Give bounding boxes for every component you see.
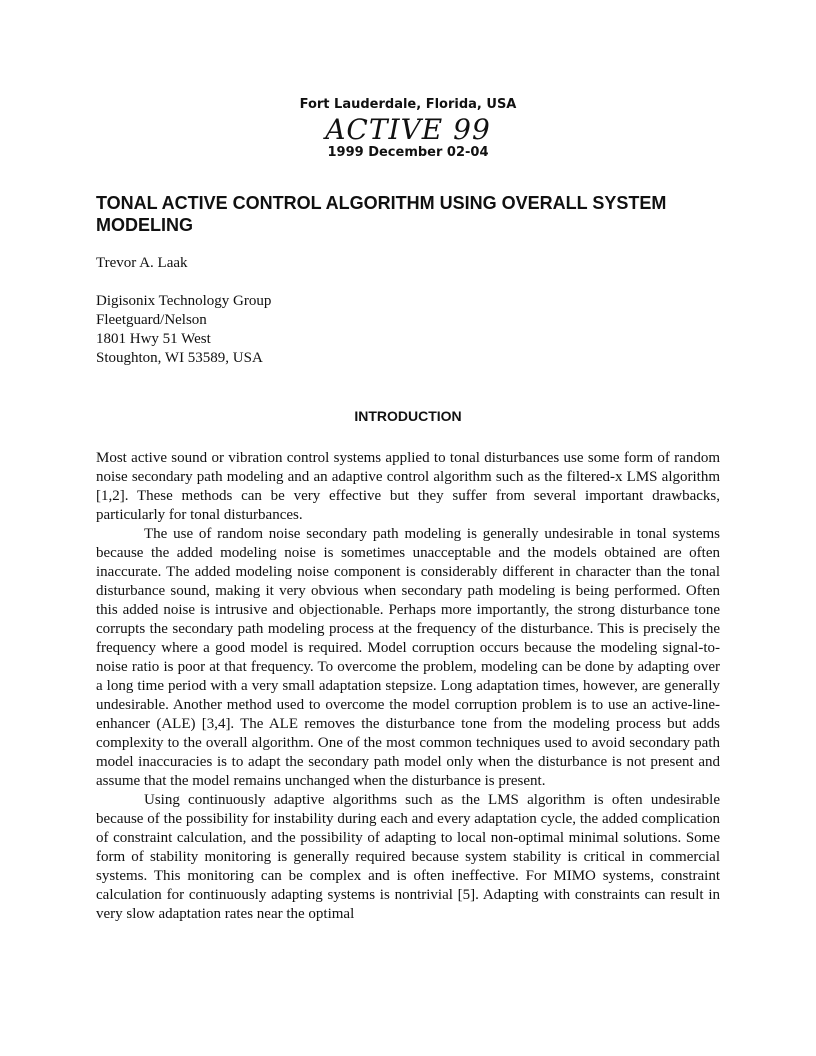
author-affiliation [96, 292, 720, 368]
conference-name: ACTIVE 99 [325, 113, 491, 146]
body-paragraph: Most active sound or vibration control systems applied to tonal disturbances use some form of random noise secondary path modeling and an adaptive control algorithm such as the filtered-x LMS algorithm [1,2]. These methods can be very effective but they suffer from several important drawbacks, particularly for tonal disturbances. [96, 450, 720, 523]
conference-header [0, 96, 816, 162]
affiliation-line: Stoughton, WI 53589, USA [96, 350, 263, 366]
section-heading: INTRODUCTION [354, 408, 462, 424]
paper-title: TONAL ACTIVE CONTROL ALGORITHM USING OVERALL SYSTEM MODELING [96, 193, 667, 235]
body-paragraph: Using continuously adaptive algorithms such as the LMS algorithm is often undesirable because of the possibility for instability during each and every adaptation cycle, the added complication of constraint calculation, and the possibility of adapting to local non-optimal minimal solutions. Some form of stability monitoring is generally required because system stability is critical in commercial systems. This monitoring can be complex and is often ineffective. For MIMO systems, constraint calculation for continuously adapting systems is nontrivial [5]. Adapting with constraints can result in very slow adaptation rates near the optimal [96, 792, 720, 922]
body-paragraph: The use of random noise secondary path modeling is generally undesirable in tonal systems because the added modeling noise is sometimes unacceptable and the models obtained are often inaccurate. The added modeling noise component is considerably different in character than the tonal disturbance sound, making it very obvious when secondary path modeling is being performed. Often this added noise is intrusive and objectionable. Perhaps more importantly, the strong disturbance tone corrupts the secondary path modeling process at the frequency of the disturbance. This is precisely the frequency where a good model is required. Model corruption occurs because the modeling signal-to-noise ratio is poor at that frequency. To overcome the problem, modeling can be done by adapting over a long time period with a very small adaptation stepsize. Long adaptation times, however, are generally undesirable. Another method used to overcome the model corruption problem is to use an active-line-enhancer (ALE) [3,4]. The ALE removes the disturbance tone from the modeling process but adds complexity to the overall algorithm. One of the most common techniques used to avoid secondary path model inaccuracies is to adapt the secondary path model only when the disturbance is not present and assume that the model remains unchanged when the disturbance is present. [96, 526, 720, 789]
affiliation-line: 1801 Hwy 51 West [96, 331, 211, 347]
conference-location: Fort Lauderdale, Florida, USA [299, 97, 517, 112]
introduction-body [96, 449, 720, 924]
paper-author: Trevor A. Laak [96, 255, 188, 271]
conference-date: 1999 December 02-04 [327, 145, 489, 160]
affiliation-line: Fleetguard/Nelson [96, 312, 207, 328]
affiliation-line: Digisonix Technology Group [96, 293, 272, 309]
